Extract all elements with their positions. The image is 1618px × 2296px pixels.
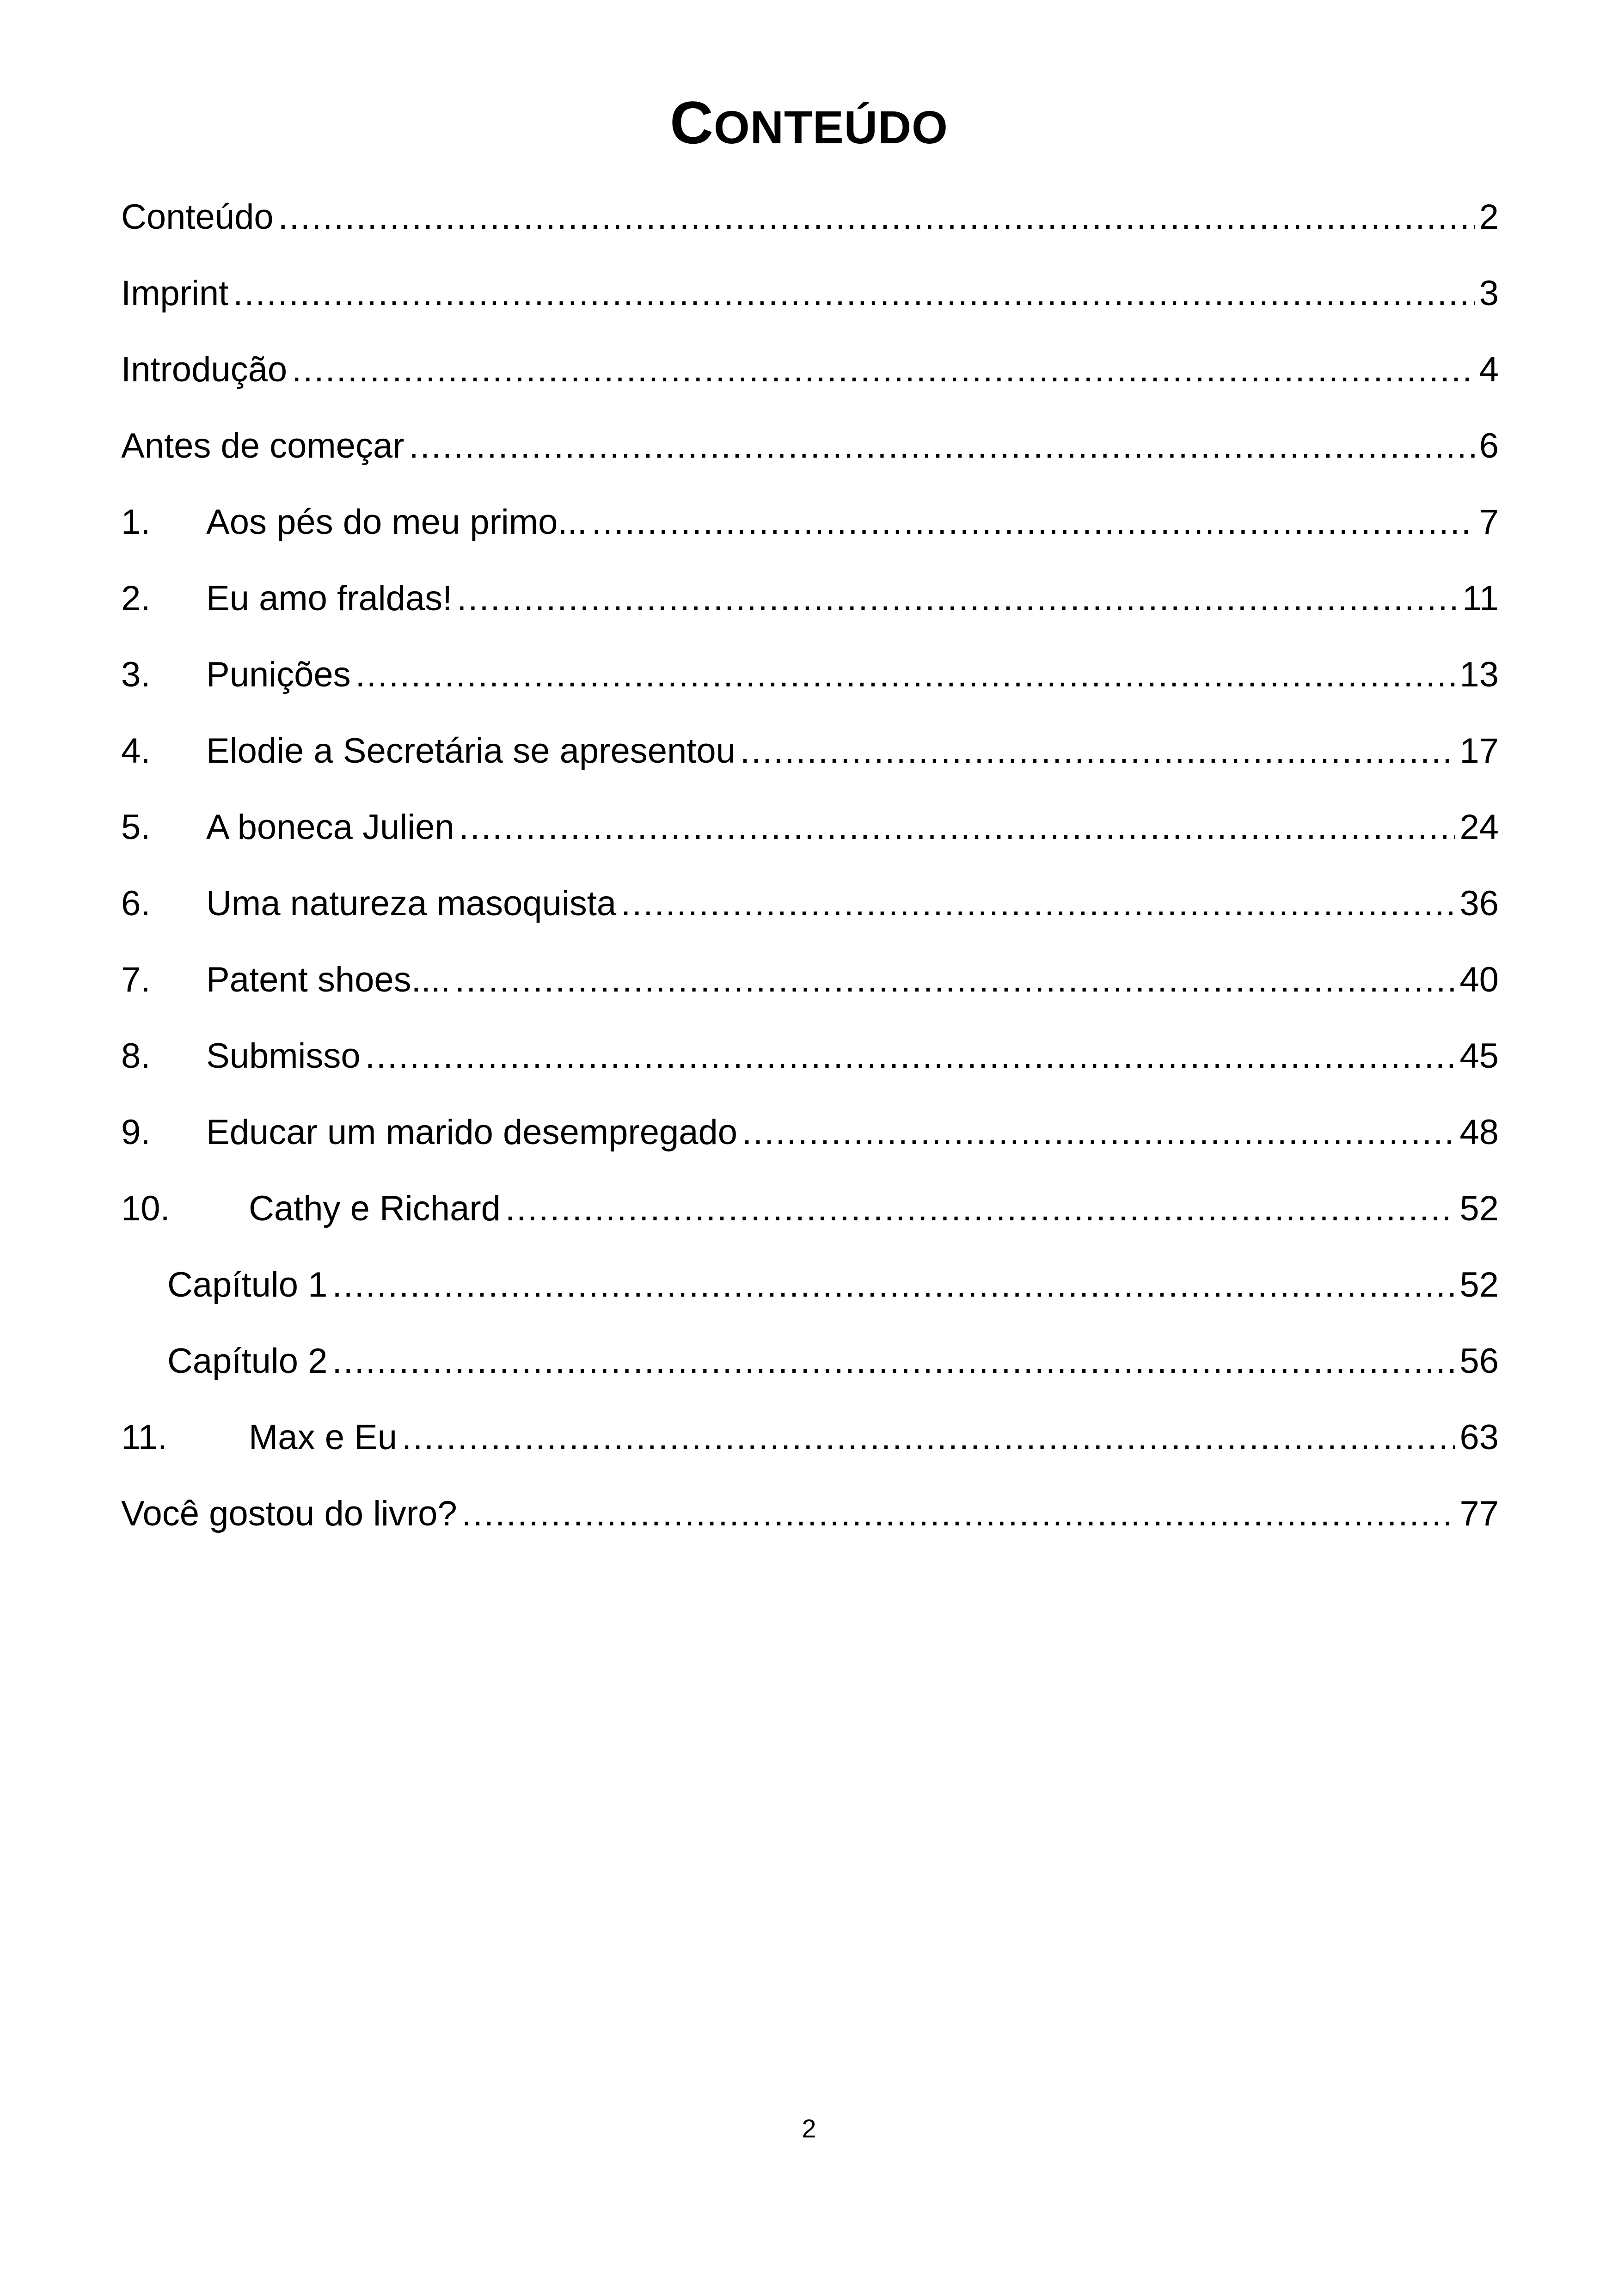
toc-entry-label: Você gostou do livro?: [121, 1494, 457, 1533]
toc-entry-capitulo-1[interactable]: [121, 1253, 1499, 1329]
toc-entry-chapter-1[interactable]: [121, 490, 1499, 566]
toc-entry-number: 7.: [121, 960, 151, 999]
page-number: 2: [802, 2114, 816, 2143]
toc-entry-imprint[interactable]: [121, 261, 1499, 337]
toc-entry-label: Imprint: [121, 274, 229, 313]
toc-entry-page: 11: [1462, 579, 1499, 618]
toc-entry-page: 4: [1479, 350, 1499, 389]
toc-entry-label: Patent shoes....: [206, 960, 451, 999]
toc-entry-label: A boneca Julien: [206, 808, 454, 847]
toc-entry-label: Cathy e Richard: [249, 1189, 501, 1228]
toc-entry-chapter-2[interactable]: [121, 566, 1499, 643]
toc-entry-chapter-5[interactable]: [121, 795, 1499, 871]
toc-entry-number: 2.: [121, 579, 151, 618]
toc-entry-label: Punições: [206, 655, 351, 694]
toc-dot-leader: [505, 1186, 1455, 1232]
page-title: [0, 83, 1618, 167]
toc-entry-conteudo[interactable]: [121, 185, 1499, 261]
toc-entry-chapter-8[interactable]: [121, 1024, 1499, 1100]
toc-entry-number: 8.: [121, 1036, 151, 1076]
toc-entry-page: 45: [1459, 1036, 1499, 1076]
toc-entry-label: Elodie a Secretária se apresentou: [206, 731, 735, 771]
toc-dot-leader: [332, 1338, 1455, 1384]
toc-entry-number: 3.: [121, 655, 151, 694]
toc-entry-label: Introdução: [121, 350, 288, 389]
toc-entry-number: 5.: [121, 808, 151, 847]
toc-entry-label: Max e Eu: [249, 1418, 398, 1457]
toc-entry-page: 40: [1459, 960, 1499, 999]
toc-entry-capitulo-2[interactable]: [121, 1329, 1499, 1405]
toc-entry-label: Aos pés do meu primo...: [206, 502, 587, 542]
toc-entry-page: 52: [1459, 1189, 1499, 1228]
toc-dot-leader: [233, 270, 1474, 317]
toc-entry-number: 9.: [121, 1113, 151, 1152]
toc-dot-leader: [455, 957, 1455, 1003]
toc-entry-page: 77: [1459, 1494, 1499, 1533]
toc-entry-label: Conteúdo: [121, 197, 274, 237]
toc-dot-leader: [459, 804, 1455, 851]
toc-dot-leader: [740, 728, 1455, 774]
toc-dot-leader: [355, 652, 1455, 698]
toc-entry-chapter-10[interactable]: [121, 1176, 1499, 1253]
toc-entry-page: 52: [1459, 1265, 1499, 1304]
toc-entry-label: Uma natureza masoquista: [206, 884, 617, 923]
toc-entry-introducao[interactable]: [121, 337, 1499, 414]
toc-entry-label: Antes de começar: [121, 426, 404, 465]
toc-entry-number: 11.: [121, 1418, 168, 1457]
toc-entry-number: 6.: [121, 884, 151, 923]
toc-entry-page: 56: [1459, 1341, 1499, 1381]
toc-entry-number: 4.: [121, 731, 151, 771]
toc-entry-antes-de-comecar[interactable]: [121, 414, 1499, 490]
toc-dot-leader: [457, 576, 1458, 622]
toc-entry-voce-gostou[interactable]: [121, 1482, 1499, 1558]
toc-entry-chapter-6[interactable]: [121, 871, 1499, 948]
toc-dot-leader: [365, 1033, 1455, 1079]
toc-entry-label: Submisso: [206, 1036, 361, 1076]
table-of-contents: [121, 185, 1499, 1558]
title-first-letter: C: [670, 89, 714, 156]
toc-entry-chapter-4[interactable]: [121, 719, 1499, 795]
toc-dot-leader: [292, 347, 1475, 393]
toc-entry-page: 7: [1479, 502, 1499, 542]
toc-entry-number: 10.: [121, 1189, 170, 1228]
toc-entry-page: 3: [1479, 274, 1499, 313]
toc-entry-page: 24: [1459, 808, 1499, 847]
toc-dot-leader: [621, 881, 1455, 927]
toc-entry-page: 2: [1479, 197, 1499, 237]
toc-entry-number: 1.: [121, 502, 151, 542]
toc-entry-page: 48: [1459, 1113, 1499, 1152]
toc-entry-page: 6: [1479, 426, 1499, 465]
toc-dot-leader: [332, 1262, 1455, 1308]
toc-entry-label: Eu amo fraldas!: [206, 579, 453, 618]
toc-dot-leader: [742, 1109, 1455, 1156]
toc-entry-page: 13: [1459, 655, 1499, 694]
toc-entry-page: 63: [1459, 1418, 1499, 1457]
toc-dot-leader: [592, 499, 1475, 545]
toc-entry-chapter-11[interactable]: [121, 1405, 1499, 1482]
toc-dot-leader: [409, 423, 1475, 469]
toc-entry-chapter-3[interactable]: [121, 643, 1499, 719]
toc-entry-label: Educar um marido desempregado: [206, 1113, 738, 1152]
toc-entry-label: Capítulo 2: [167, 1341, 328, 1381]
toc-entry-page: 17: [1459, 731, 1499, 771]
toc-dot-leader: [462, 1491, 1455, 1537]
toc-dot-leader: [402, 1414, 1455, 1461]
toc-dot-leader: [278, 194, 1475, 240]
title-rest: ONTEÚDO: [713, 102, 948, 153]
toc-entry-chapter-9[interactable]: [121, 1100, 1499, 1176]
toc-entry-label: Capítulo 1: [167, 1265, 328, 1304]
toc-entry-chapter-7[interactable]: [121, 948, 1499, 1024]
toc-entry-page: 36: [1459, 884, 1499, 923]
